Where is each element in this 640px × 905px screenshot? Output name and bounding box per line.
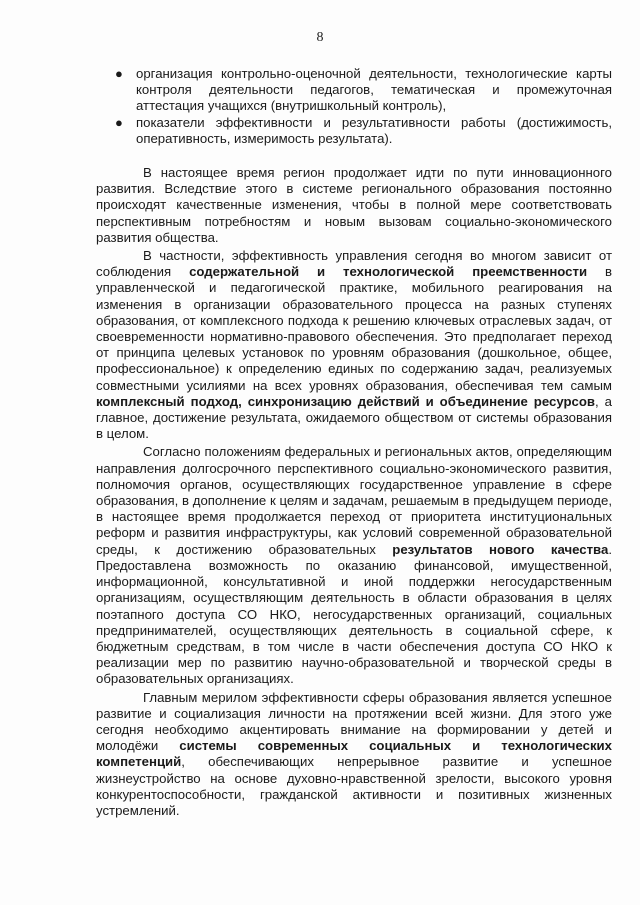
paragraph-3 xyxy=(96,444,612,687)
paragraph-2-emphasis-a: содержательной и технологической преемственности xyxy=(189,264,588,280)
paragraph-4-text-a: Главным мерилом эффективности сферы образования является успешное развитие и социализация личности на протяжении всей жизни. Для этого уже сегодня необходимо акцентировать внимание на формировании у детей и молодёжи xyxy=(96,689,612,754)
paragraph-2-text-b: в управленческой и педагогической практике, мобильного реагирования на изменения в организации образовательного процесса на разных ступенях образования, от комплексного подхода к решению ключевых отраслевых задач, от своевременности нормативно-правового обеспечения. Это предполагает переход от принципа целевых установок по уровням образования (дошкольное, общее, профессиональное) к определению единых по содержанию задач, реализуемых совместными усилиями на всех уровнях образования, обеспечивая тем самым xyxy=(96,264,612,393)
paragraph-4 xyxy=(96,690,612,820)
page-number: 8 xyxy=(316,30,324,45)
bullet-dot-icon: ● xyxy=(115,114,123,130)
bullet-list xyxy=(96,66,612,147)
bullet-text-1: организация контрольно-оценочной деятельности, технологические карты контроля деятельности педагогов, тематическая и промежуточная аттестация учащихся (внутришкольный контроль), xyxy=(136,66,612,114)
paragraph-3-emphasis: результатов нового качества xyxy=(392,541,609,557)
section-gap xyxy=(96,147,612,165)
paragraph-1 xyxy=(96,165,612,246)
bullet-dot-icon: ● xyxy=(115,66,123,81)
paragraph-4-emphasis: системы современных социальных и технологических компетенций xyxy=(96,738,612,770)
page-content xyxy=(96,66,612,819)
bullet-item-2 xyxy=(96,115,612,147)
paragraph-1-text: В настоящее время регион продолжает идти по пути инновационного развития. Вследствие этого в системе регионального образования постоянно происходят качественные изменения, чтобы в полной мере соответствовать перспективным потребностям и новым вызовам социально-экономического развития общества. xyxy=(96,165,612,245)
paragraph-2-text-c: , а главное, достижение результата, ожидаемого обществом от системы образования в целом. xyxy=(96,393,612,442)
paragraph-2-text-a: В частности, эффективность управления сегодня во многом зависит от соблюдения xyxy=(96,248,612,280)
bullet-item-1 xyxy=(96,66,612,115)
paragraph-2 xyxy=(96,248,612,442)
paragraph-3-text-a: Согласно положениям федеральных и региональных актов, определяющим направления долгосрочного перспективного социально-экономического развития, полномочия органов, осуществляющих государственное управление в сфере образования, в дополнение к целям и задачам, решаемым в предыдущем периоде, в настоящее время продолжается переход от приоритета институциональных реформ и развития инфраструктуры, как условий современной образовательной среды, к достижению образовательных xyxy=(96,444,612,557)
paragraph-2-emphasis-b: комплексный подход, синхронизацию действий и объединение ресурсов xyxy=(96,393,596,409)
bullet-text-2: показатели эффективности и результативности работы (достижимость, оперативность, измеримость результата). xyxy=(136,114,612,146)
paragraph-3-text-b: . Предоставлена возможность по оказанию финансовой, имущественной, информационной, консультативной и иной поддержки негосударственным организациям, осуществляющим деятельность в области образования в целях поэтапного доступа СО НКО, негосударственных организаций, социальных предпринимателей, осуществляющих деятельность в социальной сфере, к бюджетным средствам, в том числе в части обеспечения доступа СО НКО к реализации мер по развитию научно-образовательной и творческой среды в образовательных организациях. xyxy=(96,541,612,687)
paragraph-4-text-b: , обеспечивающих непрерывное развитие и успешное жизнеустройство на основе духовно-нравственной зрелости, высокого уровня конкурентоспособности, гражданской активности и позитивных жизненных устремлений. xyxy=(96,754,612,818)
